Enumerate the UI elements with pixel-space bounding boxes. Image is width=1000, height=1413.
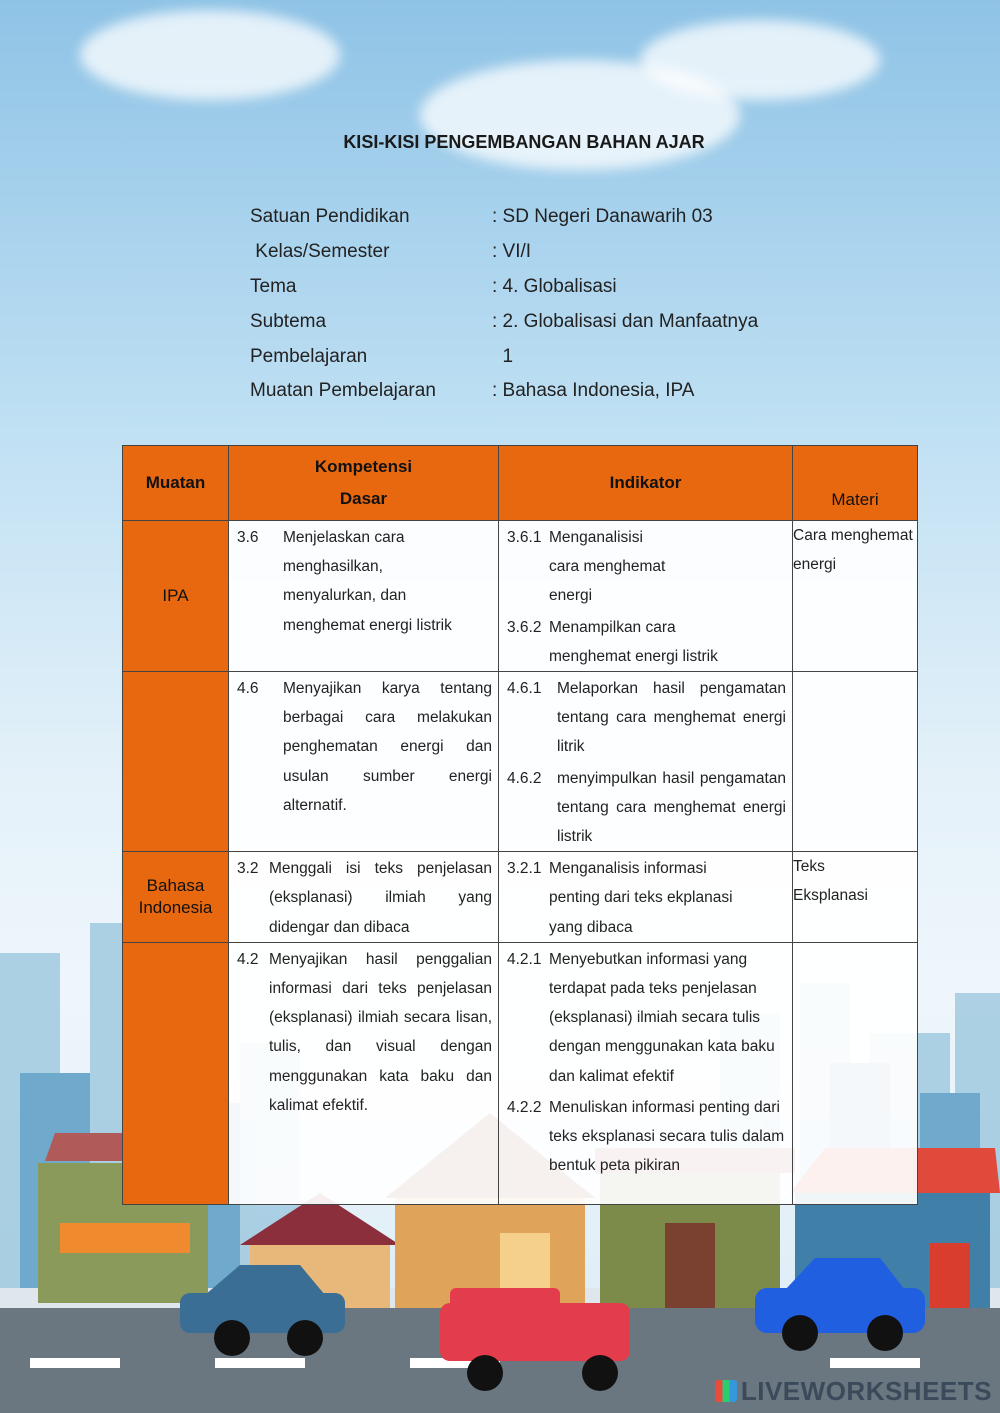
indikator-cell: [499, 672, 793, 852]
kd-item: 3.6 Menjelaskan cara menghasilkan, menyalurkan, dan menghemat energi listrik: [237, 529, 452, 634]
materi-cell: [793, 672, 918, 852]
info-value: : 4. Globalisasi: [492, 275, 617, 297]
header-materi: Materi: [793, 446, 918, 521]
header-muatan: Muatan: [123, 446, 229, 521]
cloud: [80, 10, 340, 100]
info-label: Muatan Pembelajaran: [250, 380, 436, 402]
info-value: : Bahasa Indonesia, IPA: [492, 380, 695, 402]
info-value: 1: [492, 345, 514, 367]
indikator-cell: [499, 852, 793, 943]
muatan-cell: [123, 672, 229, 852]
header-indikator: Indikator: [499, 446, 793, 521]
info-label: Satuan Pendidikan: [250, 206, 410, 228]
info-value: : SD Negeri Danawarih 03: [492, 206, 713, 228]
table-row: [123, 672, 918, 852]
info-label: Subtema: [250, 310, 327, 332]
cloud: [640, 20, 880, 100]
indikator-item: 3.6.1 Menganalisisi cara menghemat energi: [507, 529, 666, 605]
info-label: Tema: [250, 275, 297, 297]
info-row: [250, 200, 758, 235]
muatan-cell: [123, 942, 229, 1204]
indikator-item: 4.2.1 Menyebutkan informasi yang terdapat pada teks penjelasan (eksplanasi) ilmiah secara tulis dengan menggunakan kata baku dan kalimat efektif: [507, 950, 775, 1085]
kd-cell: [229, 942, 499, 1204]
indikator-cell: [499, 521, 793, 672]
kd-item: 4.2 Menyajikan hasil penggalian informasi dari teks penjelasan (eksplanasi) ilmiah secara lisan, tulis, dan visual dengan menggunakan kata baku dan kalimat efektif.: [237, 950, 492, 1114]
indikator-item: 3.6.2 Menampilkan cara menghemat energi listrik: [507, 618, 718, 665]
indikator-item: 3.2.1 Menganalisis informasi penting dari teks ekplanasi yang dibaca: [507, 860, 733, 936]
materi-cell: Cara menghemat energi: [793, 521, 918, 672]
table-row: [123, 852, 918, 943]
indikator-cell: [499, 942, 793, 1204]
indikator-item: 4.2.2 Menuliskan informasi penting dari teks eksplanasi secara tulis dalam bentuk peta pikiran: [507, 1098, 785, 1175]
info-label: Pembelajaran: [250, 345, 368, 367]
table-row: [123, 942, 918, 1204]
indikator-item: 4.6.2 menyimpulkan hasil pengamatan tentang cara menghemat energi listrik: [507, 769, 786, 846]
info-value: : VI/I: [492, 241, 532, 263]
materi-cell: [793, 942, 918, 1204]
info-row: [250, 270, 758, 305]
materi-cell: Teks Eksplanasi: [793, 852, 918, 943]
muatan-cell: IPA: [123, 521, 229, 672]
header-kompetensi-dasar: Kompetensi Dasar: [229, 446, 499, 521]
kd-item: 3.2 Menggali isi teks penjelasan (eksplanasi) ilmiah yang didengar dan dibaca: [237, 860, 492, 936]
liveworksheets-logo-icon: [715, 1380, 737, 1402]
info-row: [250, 374, 758, 409]
info-row: [250, 304, 758, 339]
kd-item: 4.6 Menyajikan karya tentang berbagai cara melakukan penghematan energi dan usulan sumber energi alternatif.: [237, 680, 492, 814]
kd-cell: [229, 852, 499, 943]
info-block: [250, 200, 758, 409]
table-header-row: [123, 446, 918, 521]
liveworksheets-watermark: LIVEWORKSHEETS: [715, 1376, 992, 1407]
document-title: KISI-KISI PENGEMBANGAN BAHAN AJAR: [343, 132, 705, 152]
info-label: Kelas/Semester: [250, 241, 390, 263]
info-row: [250, 235, 758, 270]
info-value: : 2. Globalisasi dan Manfaatnya: [492, 310, 759, 332]
muatan-cell: Bahasa Indonesia: [123, 852, 229, 943]
kd-cell: [229, 672, 499, 852]
kd-cell: [229, 521, 499, 672]
kisi-table: [122, 445, 918, 1205]
info-row: [250, 339, 758, 374]
indikator-item: 4.6.1 Melaporkan hasil pengamatan tentang cara menghemat energi litrik: [507, 680, 786, 756]
table-row: [123, 521, 918, 672]
